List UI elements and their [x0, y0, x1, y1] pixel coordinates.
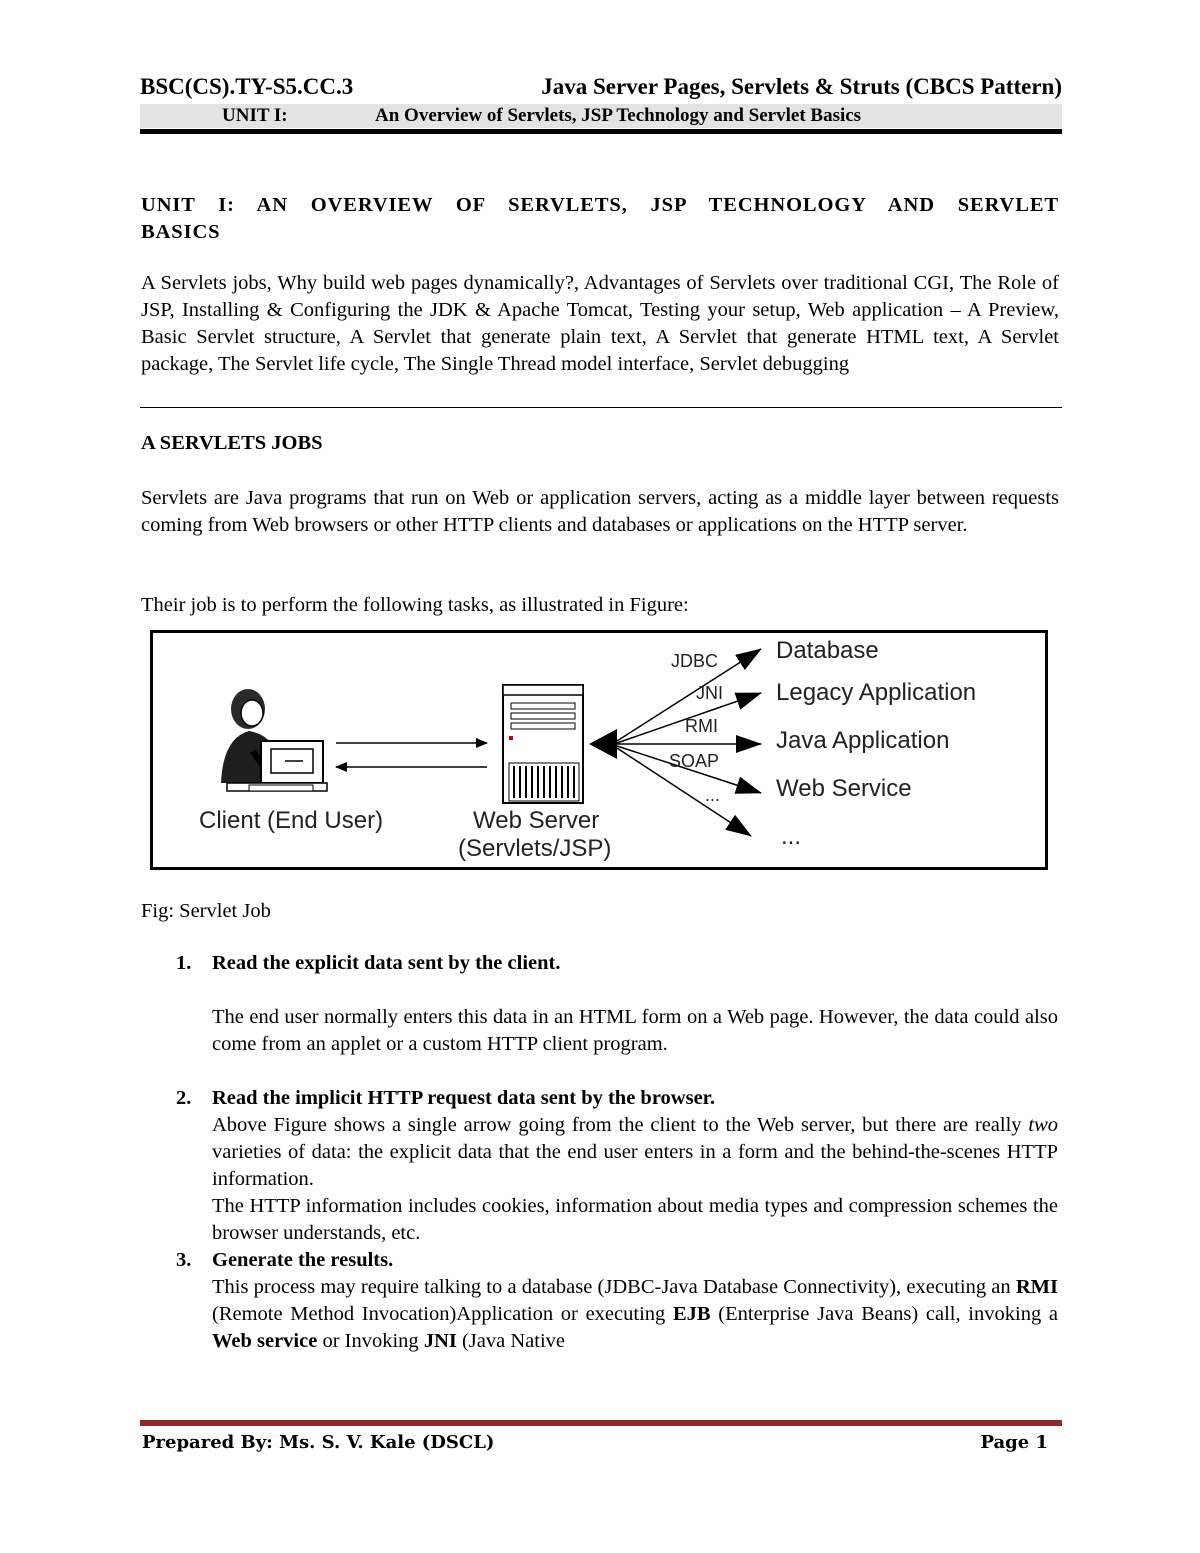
- target-more: ...: [781, 823, 802, 850]
- item-text: This process may require talking to a database (JDBC-Java Database Connectivity), executing an RMI (Remote Method Invocation)Application or executing EJB (Enterprise Java Beans) call, invoking a Web service or Invoking JNI (Java Native: [212, 1276, 1059, 1352]
- unit-label: UNIT I:: [222, 105, 288, 126]
- intro-paragraph: Servlets are Java programs that run on Web or application servers, acting as a middle layer between requests coming from Web browsers or other HTTP clients and databases or applications on the HTTP server.: [141, 487, 1059, 536]
- target-legacy-application: Legacy Application: [776, 679, 977, 706]
- item-number: 2.: [176, 1087, 192, 1109]
- target-web-service: Web Service: [776, 775, 912, 802]
- unit-band: [140, 104, 1062, 128]
- item-text-2: The HTTP information includes cookies, information about media types and compression schemes the browser understands, etc.: [212, 1195, 1058, 1244]
- servlet-job-figure: [150, 630, 1048, 870]
- server-fan-arrowhead: [589, 729, 617, 759]
- item-heading: Read the explicit data sent by the client.: [212, 952, 561, 974]
- unit-band-title: An Overview of Servlets, JSP Technology and Servlet Basics: [375, 105, 862, 126]
- item-number: 3.: [176, 1249, 192, 1271]
- prepared-by: Prepared By: Ms. S. V. Kale (DSCL): [142, 1432, 495, 1453]
- target-database: Database: [776, 637, 879, 664]
- server-label-1: Web Server: [473, 807, 600, 834]
- client-user-icon: [221, 689, 327, 791]
- target-java-application: Java Application: [776, 727, 950, 754]
- client-label: Client (End User): [199, 807, 384, 834]
- item-heading: Read the implicit HTTP request data sent by the browser.: [212, 1087, 716, 1109]
- page-footer: [142, 1432, 1048, 1453]
- protocol-jni: JNI: [696, 683, 723, 703]
- item-text: The end user normally enters this data in an HTML form on a Web page. However, the data could also come from an applet or a custom HTTP client program.: [212, 1006, 1058, 1055]
- fanout-arrows: [617, 649, 761, 836]
- syllabus-rule: [140, 407, 1062, 408]
- course-title: Java Server Pages, Servlets & Struts (CBCS Pattern): [541, 74, 1062, 99]
- section-heading: A SERVLETS JOBS: [141, 432, 323, 454]
- protocol-soap: SOAP: [669, 751, 720, 771]
- item-heading: Generate the results.: [212, 1249, 394, 1271]
- protocol-more: ...: [705, 785, 721, 805]
- page-header: [140, 74, 1062, 100]
- course-code: BSC(CS).TY-S5.CC.3: [140, 74, 354, 99]
- header-rule: [140, 129, 1062, 134]
- figure-caption: Fig: Servlet Job: [141, 900, 271, 922]
- item-text: Above Figure shows a single arrow going from the client to the Web server, but there are really two varieties of data: the explicit data that the end user enters in a form and the behind-the-scenes HTTP information.: [212, 1114, 1058, 1190]
- syllabus-paragraph: A Servlets jobs, Why build web pages dynamically?, Advantages of Servlets over traditional CGI, The Role of JSP, Installing & Configuring the JDK & Apache Tomcat, Testing your setup, Web application – A Preview, Basic Servlet structure, A Servlet that generate plain text, A Servlet that generate HTML text, A Servlet package, The Servlet life cycle, The Single Thread model interface, Servlet debugging: [141, 272, 1059, 375]
- unit-heading: UNIT I: AN OVERVIEW OF SERVLETS, JSP TECHNOLOGY AND SERVLET BASICS: [141, 194, 1059, 243]
- footer-rule: [140, 1420, 1062, 1426]
- page-number: Page 1: [980, 1432, 1048, 1453]
- item-number: 1.: [176, 952, 192, 974]
- tasks-intro: Their job is to perform the following tasks, as illustrated in Figure:: [141, 594, 689, 616]
- protocol-jdbc: JDBC: [671, 651, 719, 671]
- server-label-2: (Servlets/JSP): [458, 835, 612, 862]
- web-server-icon: [503, 685, 583, 803]
- protocol-rmi: RMI: [685, 716, 718, 736]
